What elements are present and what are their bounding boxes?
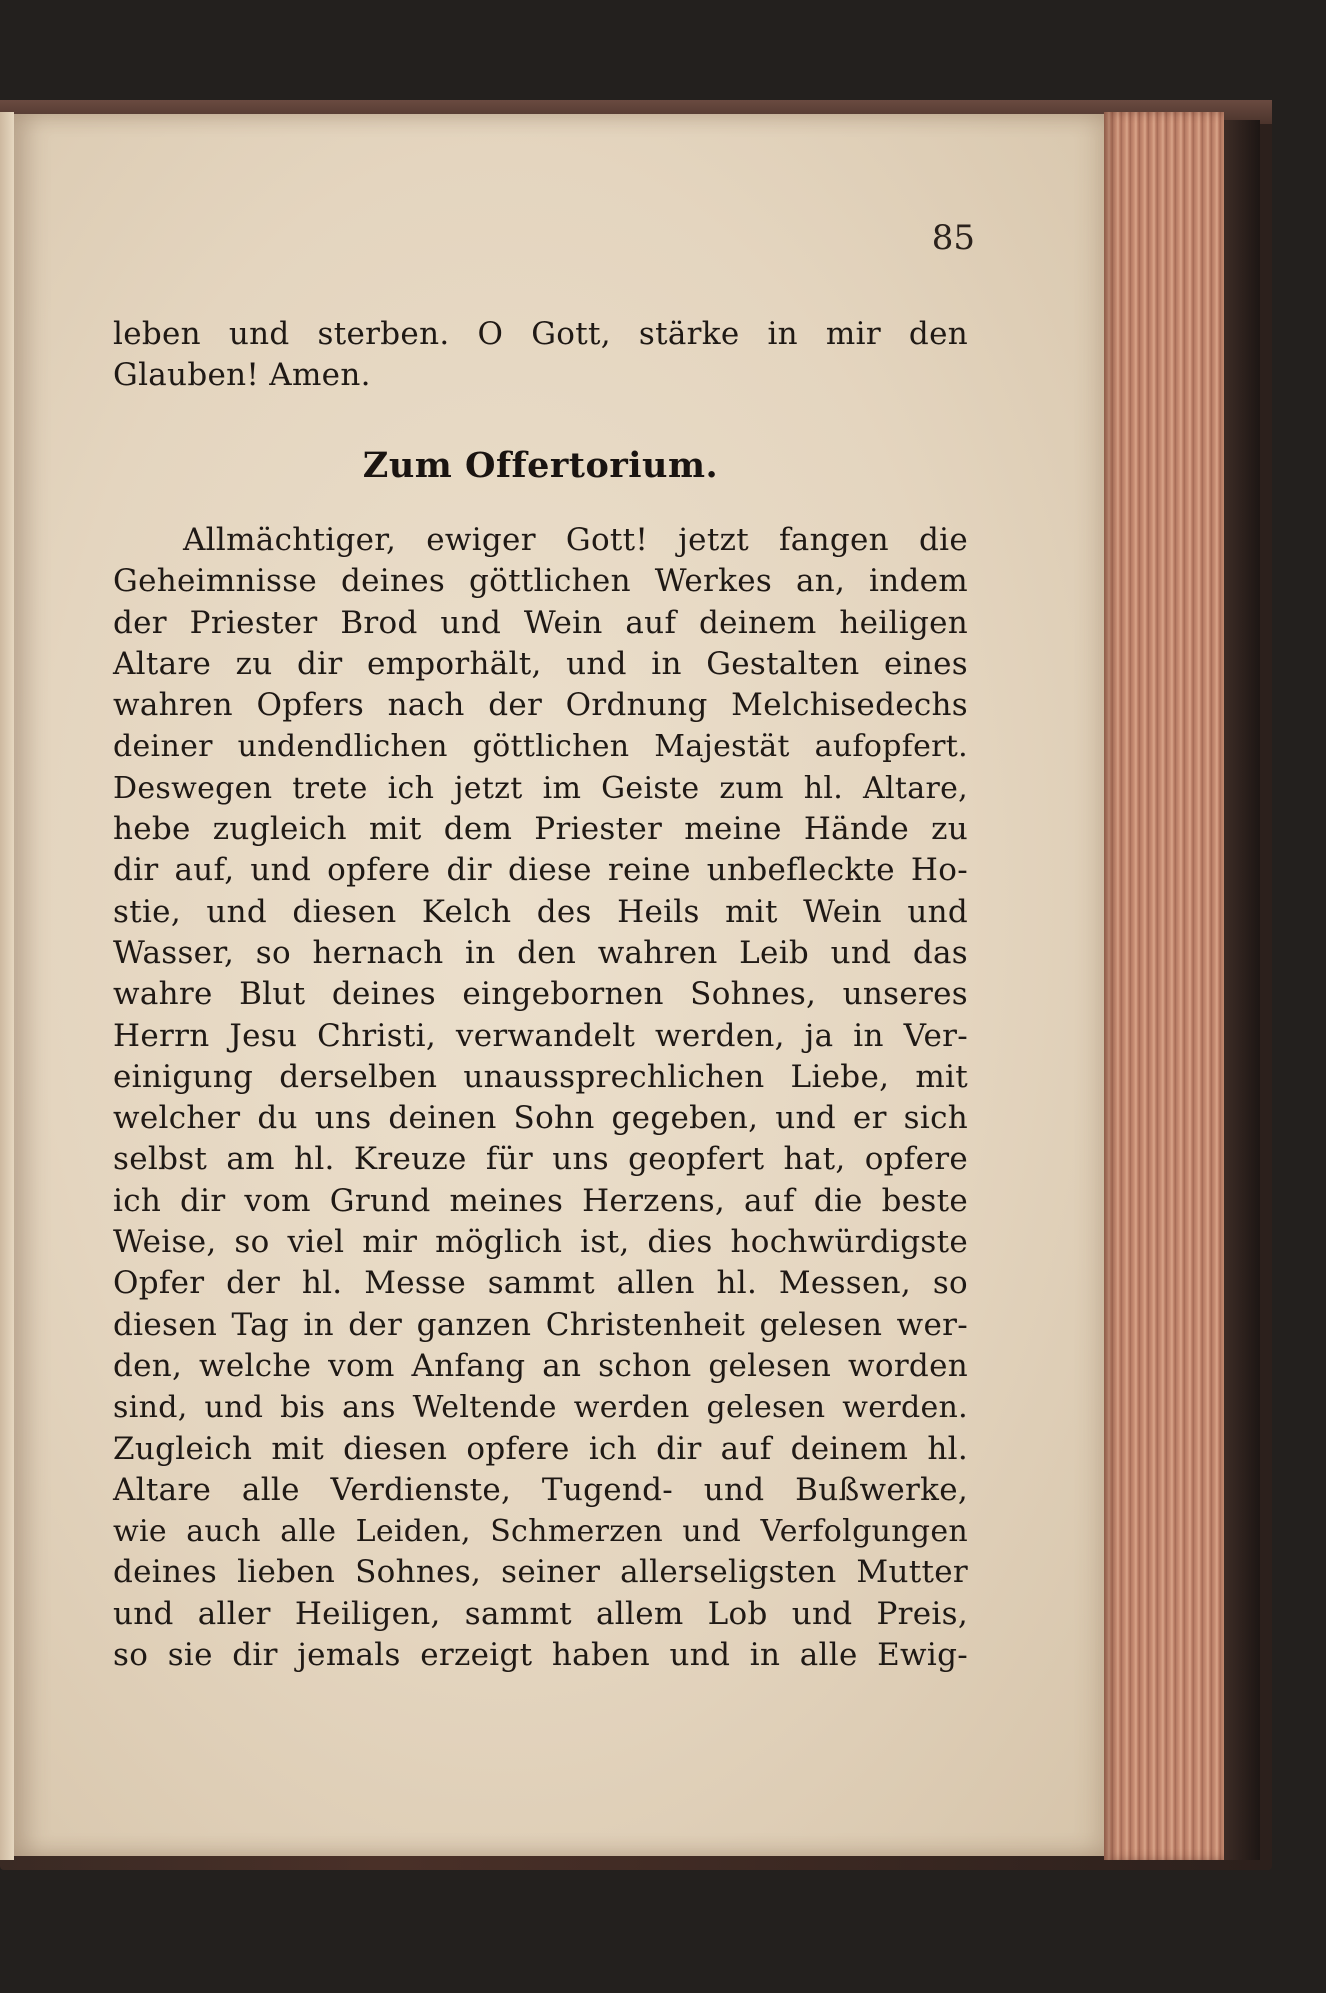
text-line: sind, und bis ans Weltende werden gelesen werden.: [113, 1390, 968, 1426]
intro-text: [113, 314, 968, 397]
text-line: Deswegen trete ich jetzt im Geiste zum hl. Altare,: [113, 770, 968, 806]
left-page-edge: [0, 112, 14, 1860]
text-line: Zugleich mit diesen opfere ich dir auf deinem hl.: [113, 1430, 968, 1467]
text-line: welcher du uns deinen Sohn gegeben, und er sich: [113, 1100, 968, 1137]
body-text: [113, 520, 968, 1676]
text-line: wie auch alle Leiden, Schmerzen und Verfolgungen: [113, 1514, 968, 1550]
text-line: diesen Tag in der ganzen Christenheit gelesen wer-: [113, 1306, 968, 1343]
text-line: Weise, so viel mir möglich ist, dies hochwürdigste: [113, 1224, 968, 1261]
section-heading: Zum Offertorium.: [362, 445, 719, 486]
text-line: Altare alle Verdienste, Tugend- und Bußwerke,: [113, 1471, 968, 1508]
text-line: Herrn Jesu Christi, verwandelt werden, ja in Ver-: [113, 1017, 968, 1054]
text-line: wahren Opfers nach der Ordnung Melchisedechs: [113, 687, 968, 724]
text-line: der Priester Brod und Wein auf deinem heiligen: [113, 604, 968, 641]
text-line: ich dir vom Grund meines Herzens, auf die beste: [113, 1182, 968, 1219]
text-line: Allmächtiger, ewiger Gott! jetzt fangen die: [183, 522, 968, 558]
text-line: den, welche vom Anfang an schon gelesen worden: [113, 1347, 968, 1384]
text-line: einigung derselben unaussprechlichen Liebe, mit: [113, 1058, 968, 1095]
text-line: selbst am hl. Kreuze für uns geopfert hat, opfere: [113, 1141, 968, 1178]
text-line: Wasser, so hernach in den wahren Leib und das: [113, 934, 968, 971]
text-line: Altare zu dir emporhält, und in Gestalten eines: [113, 645, 968, 682]
text-line: leben und sterben. O Gott, stärke in mir den: [113, 316, 968, 352]
text-line: deines lieben Sohnes, seiner allerseligsten Mutter: [113, 1554, 968, 1591]
page-edges: [1104, 112, 1224, 1860]
text-line: dir auf, und opfere dir diese reine unbefleckte Ho-: [113, 852, 968, 889]
text-line: und aller Heiligen, sammt allem Lob und Preis,: [113, 1595, 968, 1632]
text-line: Glauben! Amen.: [113, 357, 371, 394]
text-line: Opfer der hl. Messe sammt allen hl. Messen, so: [113, 1265, 968, 1302]
text-line: wahre Blut deines eingebornen Sohnes, unseres: [113, 976, 968, 1013]
text-line: so sie dir jemals erzeigt haben und in alle Ewig-: [113, 1637, 968, 1674]
page-number: 85: [931, 218, 975, 258]
text-line: Geheimnisse deines göttlichen Werkes an, indem: [113, 563, 968, 600]
text-line: hebe zugleich mit dem Priester meine Hände zu: [113, 811, 968, 848]
book-back-cover: [1224, 120, 1260, 1860]
text-line: stie, und diesen Kelch des Heils mit Wein und: [113, 893, 968, 930]
text-line: deiner undendlichen göttlichen Majestät aufopfert.: [113, 729, 968, 765]
